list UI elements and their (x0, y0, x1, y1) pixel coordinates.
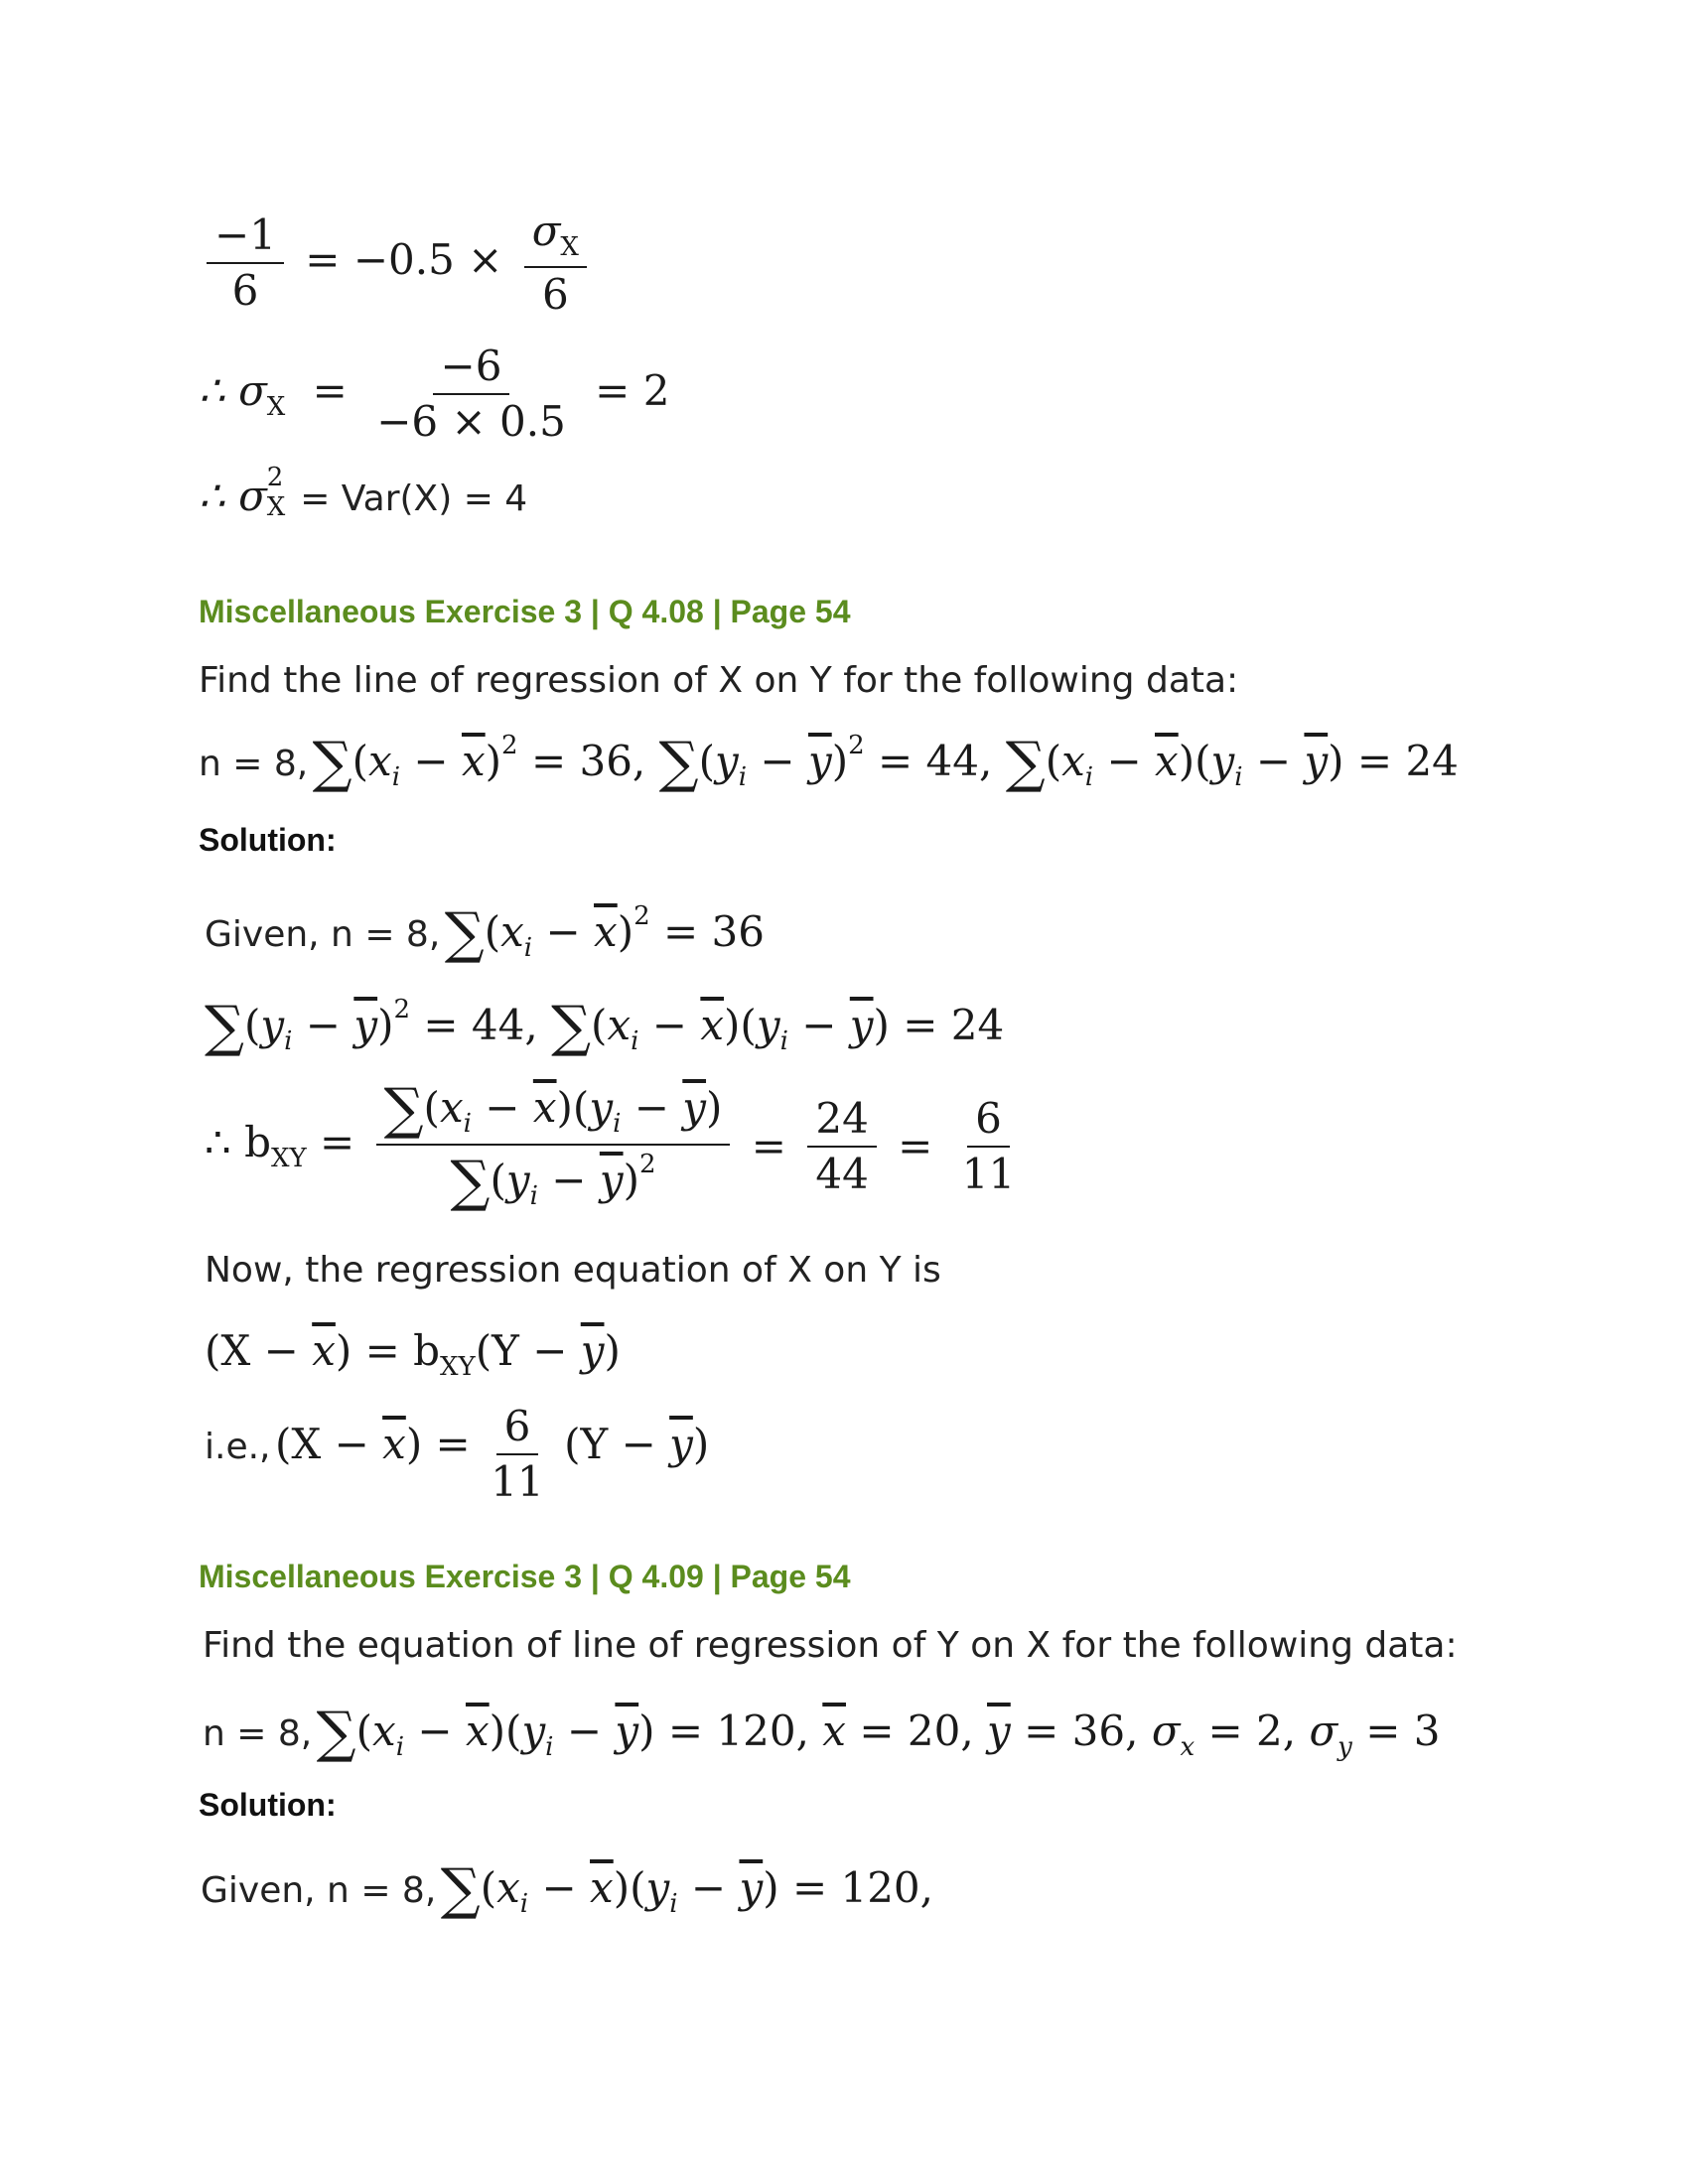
given-line-2: $\sum(y_i - \overline{y})^2 = 44$, $\sum(x_i - \overline{x})(y_i - \overline{y}) = 24$ (205, 995, 1005, 1059)
question-heading-q408: Miscellaneous Exercise 3 | Q 4.08 | Page 54 (199, 594, 851, 629)
question-data-q409: n = 8, $\sum(x_i - \overline{x})(y_i - \overline{y}) = 120$, $\overline{x} = 20$, $\overline{y} = 36$, $\sigma_x = 2$, $\sigma_y = 3$ (203, 1701, 1441, 1765)
given-line-1: Given, n = 8, $\sum(x_i - \overline{x})^2 = 36$ (205, 901, 765, 966)
equation-line-2: ∴ $\sigma_X$ = $\frac{-6}{-6 \times 0.5}$ = 2 (199, 341, 670, 446)
regression-equation: $(X - \overline{x}) = b_{XY}(Y - \overline{y})$ (205, 1326, 621, 1382)
equation-line-1 (199, 206, 595, 319)
question-heading-q409: Miscellaneous Exercise 3 | Q 4.09 | Page 54 (199, 1559, 851, 1594)
equation-text: = −0.5 × (305, 235, 503, 284)
fraction: $\frac{\sigma_X}{6}$ (524, 210, 587, 316)
solution-label-q408: Solution: (199, 822, 337, 858)
regression-intro-text: Now, the regression equation of X on Y is (205, 1250, 941, 1291)
regression-equation-final: i.e., $(X - \overline{x})$ = $\frac{6}{11}$ $(Y - \overline{y})$ (205, 1402, 710, 1506)
question-data-q408: n = 8, $\sum(x_i - \overline{x})^2 = 36$, $\sum(y_i - \overline{y})^2 = 44$, $\sum(x_i - \overline{x})(y_i - \overline{y}) = 24$ (199, 731, 1459, 795)
fraction: $\frac{6}{11}$ (491, 1402, 544, 1506)
question-text-q408: Find the line of regression of X on Y for the following data: (199, 660, 1239, 701)
question-text-q409: Find the equation of line of regression of Y on X for the following data: (203, 1625, 1458, 1666)
fraction: $\frac{24}{44}$ (807, 1098, 876, 1195)
fraction: $\frac{\sum(x_i - \overline{x})(y_i - \overline{y})}{\sum(y_i - \overline{y})^2}$ (376, 1082, 731, 1210)
fraction: $\frac{6}{11}$ (961, 1093, 1016, 1198)
equation-line-3: ∴ σ 2 X = Var(X) = 4 (199, 463, 528, 522)
given-line-q409: Given, n = 8, $\sum(x_i - \overline{x})(y_i - \overline{y}) = 120$, (201, 1857, 933, 1922)
solution-label-q409: Solution: (199, 1787, 337, 1823)
fraction: $\frac{-1}{6}$ (207, 214, 284, 312)
fraction: $\frac{-6}{-6 \times 0.5}$ (376, 341, 566, 446)
bxy-computation: ∴ $b_{XY}$ = $\frac{\sum(x_i - \overline{x})(y_i - \overline{y})}{\sum(y_i - \overline{y})^2}$ = $\frac{24}{44}$ = $\frac{6}{11}$ (205, 1082, 1031, 1210)
